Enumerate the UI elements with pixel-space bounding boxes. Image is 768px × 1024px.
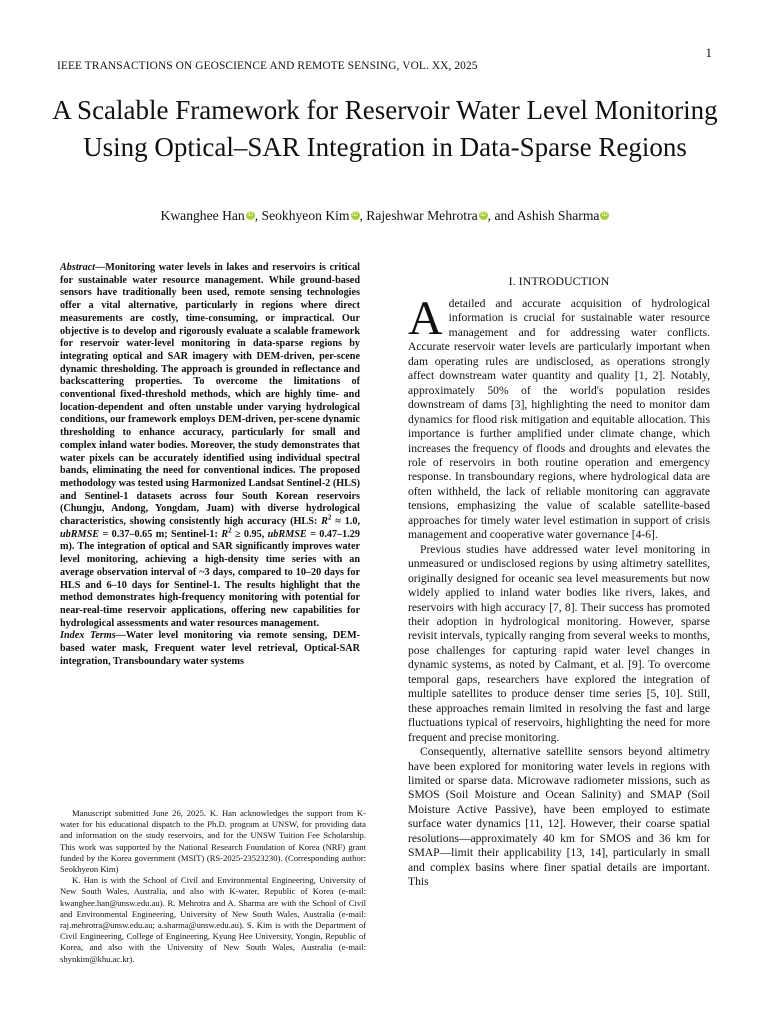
author-separator: , — [359, 208, 367, 223]
page-number: 1 — [705, 45, 712, 60]
r-squared-symbol: R — [321, 516, 328, 528]
footnotes — [60, 808, 366, 965]
footnote-affiliations: K. Han is with the School of Civil and Environmental Engineering, University of New South Wales, Australia, and also with K-water, Republic of Korea (e-mail: kwanghee.han@unsw.edu.au). R. Mehrotra and A. Sharma are with the School of Civil and Environmental Engineering, University of New South Wales, Australia (e-mail: raj.mehrotra@unsw.edu.au; a.sharma@unsw.edu.au). S. Kim is with the Department of Civil Engineering, College of Engineering, Kyung Hee University, Yongin, Republic of Korea, and also with the University of New South Wales, Australia (e-mail: shynkim@khu.ac.kr). — [60, 875, 366, 964]
abstract-text: = 0.37–0.65 m; Sentinel-1: — [99, 528, 222, 540]
index-terms — [60, 630, 360, 668]
orcid-icon[interactable]: iD — [480, 212, 486, 218]
ubrmse-symbol: ubRMSE — [60, 528, 100, 540]
author-list — [40, 208, 730, 224]
paper-title: A Scalable Framework for Reservoir Water Level Monitoring Using Optical–SAR Integration in Data-Sparse Regions — [52, 95, 718, 162]
drop-cap: A — [408, 292, 443, 345]
body-paragraph — [408, 292, 710, 543]
body-paragraph: Consequently, alternative satellite sensors beyond altimetry have been explored for monitoring water levels in regions with limited or sparse data. Microwave radiometer missions, such as SMOS (Soil Moisture and Ocean Salinity) and SMAP (Soil Moisture Active Passive), have been employed to estimate surface water dynamics [11, 12]. However, their coarse spatial resolutions—approximately 40 km for SMOS and 36 km for SMAP—limit their applicability [13, 14], particularly in small and complex basins where finer spatial details are important. This — [408, 745, 710, 889]
orcid-icon[interactable]: iD — [352, 212, 358, 218]
index-terms-text: Water level monitoring via remote sensing, DEM-based water mask, Frequent water level retrieval, Optical-SAR integration, Transboundary water systems — [60, 630, 360, 667]
abstract — [60, 262, 360, 630]
index-terms-label: Index Terms — [60, 630, 116, 642]
author-name: Rajeshwar Mehrotra — [366, 208, 478, 223]
journal-header: IEEE TRANSACTIONS ON GEOSCIENCE AND REMOTE SENSING, VOL. XX, 2025 — [57, 60, 478, 72]
ubrmse-symbol: ubRMSE — [267, 528, 307, 540]
paragraph-text: detailed and accurate acquisition of hydrological information is crucial for sustainable water resource management and for addressing water conflicts. Accurate reservoir water levels are particularly important when dam operating rules are undisclosed, as operations strongly affect downstream water quantity and quality [1, 2]. Notably, approximately 50% of the world's population resides downstream of dams [3], highlighting the need to monitor dam dynamics for flood risk mitigation and equitable allocation. This importance is further amplified under climate change, which increases the frequency of floods and droughts and elevates the role of reservoirs in both routine operation and emergency response. In transboundary regions, where hydrological data are often withheld, the lack of reliable monitoring can aggravate tensions, emphasizing the value of scalable satellite-based approaches for timely water level estimation in support of crisis management and cooperative water governance [4-6]. — [408, 297, 710, 542]
section-heading: I. INTRODUCTION — [508, 274, 610, 288]
author-separator: , and — [487, 208, 517, 223]
body-paragraph: Previous studies have addressed water level monitoring in unmeasured or undisclosed regions by using altimetry satellites, originally designed for oceanic sea level measurements but now widely applied to inland water bodies like rivers, lakes, and reservoirs with high accuracy [7, 8]. Their success has promoted their adoption in hydrological monitoring. However, sparse revisit intervals, typically ranging from several weeks to months, pose challenges for capturing rapid water level changes in dynamic systems, as noted by Calmant, et al. [9]. To overcome temporal gaps, researchers have explored the integration of multiple satellites to produce denser time series [5, 10]. Still, these approaches remain limited in resolving the fast and large fluctuations typical of reservoirs, highlighting the need for more frequent and precise monitoring. — [408, 542, 710, 744]
abstract-label: Abstract — [60, 262, 96, 273]
abstract-text: = 0.47–1.29 m). The integration of optical and SAR significantly improves water level monitoring, achieving a high-density time series with an average observation interval of ~3 days, compared to 10–20 days for HLS and 6–10 days for Sentinel-1. The results highlight that the method demonstrates high-frequency monitoring with potential for near-real-time reservoir applications, offering new capabilities for hydrological assessments and water resources management. — [60, 528, 360, 629]
author-separator: , — [254, 208, 262, 223]
abstract-text: ≥ 0.95, — [231, 528, 268, 540]
left-column — [60, 262, 360, 669]
abstract-text: ≈ 1.0, — [331, 516, 360, 528]
author-name: Seokhyeon Kim — [261, 208, 350, 223]
abstract-dash: — — [95, 262, 106, 273]
index-terms-dash: — — [115, 630, 126, 642]
author-name: Kwanghee Han — [160, 208, 245, 223]
right-column — [408, 274, 710, 890]
footnote-manuscript: Manuscript submitted June 26, 2025. K. Han acknowledges the support from K-water for his educational dispatch to the Ph.D. program at UNSW, for providing data and information on the study reservoirs, and for the UNSW Tuition Fee Scholarship. This work was supported by the National Research Foundation of Korea (NRF) grant funded by the Korea government (MSIT) (RS-2025-23523230). (Corresponding author: Seokhyeon Kim) — [60, 808, 366, 875]
orcid-icon[interactable]: iD — [602, 212, 608, 218]
author-name: Ashish Sharma — [516, 208, 600, 223]
r-squared-symbol: R — [221, 528, 229, 540]
superscript: 2 — [327, 513, 332, 522]
abstract-text: Monitoring water levels in lakes and reservoirs is critical for sustainable water resource management. While ground-based sensors have traditionally been used, remote sensing technologies offer a vital alternative, particularly in regions where direct measurements are costly, time-consuming, or impractical. Our objective is to develop and rigorously evaluate a scalable framework for reservoir water-level monitoring in data-sparse regions by integrating optical and SAR imagery with DEM-driven, per-scene dynamic thresholding. The approach is grounded in reflectance and backscattering properties. To overcome the limitations of conventional fixed-threshold methods, which are highly time- and location-dependent and often unstable under varying hydrological conditions, our framework employs DEM-driven, per-scene dynamic thresholding to enhance accuracy, particularly for small and complex inland water bodies. Moreover, the study demonstrates that water pixels can be accurately identified using individual spectral bands, eliminating the need for conventional indices. The proposed methodology was tested using Harmonized Landsat Sentinel-2 (HLS) and Sentinel-1 datasets across four South Korean reservoirs (Chungju, Andong, Yongdam, Juam) with diverse hydrological characteristics, showing consistently high accuracy (HLS: — [60, 262, 360, 528]
orcid-icon[interactable]: iD — [247, 212, 254, 218]
superscript: 2 — [228, 526, 232, 535]
